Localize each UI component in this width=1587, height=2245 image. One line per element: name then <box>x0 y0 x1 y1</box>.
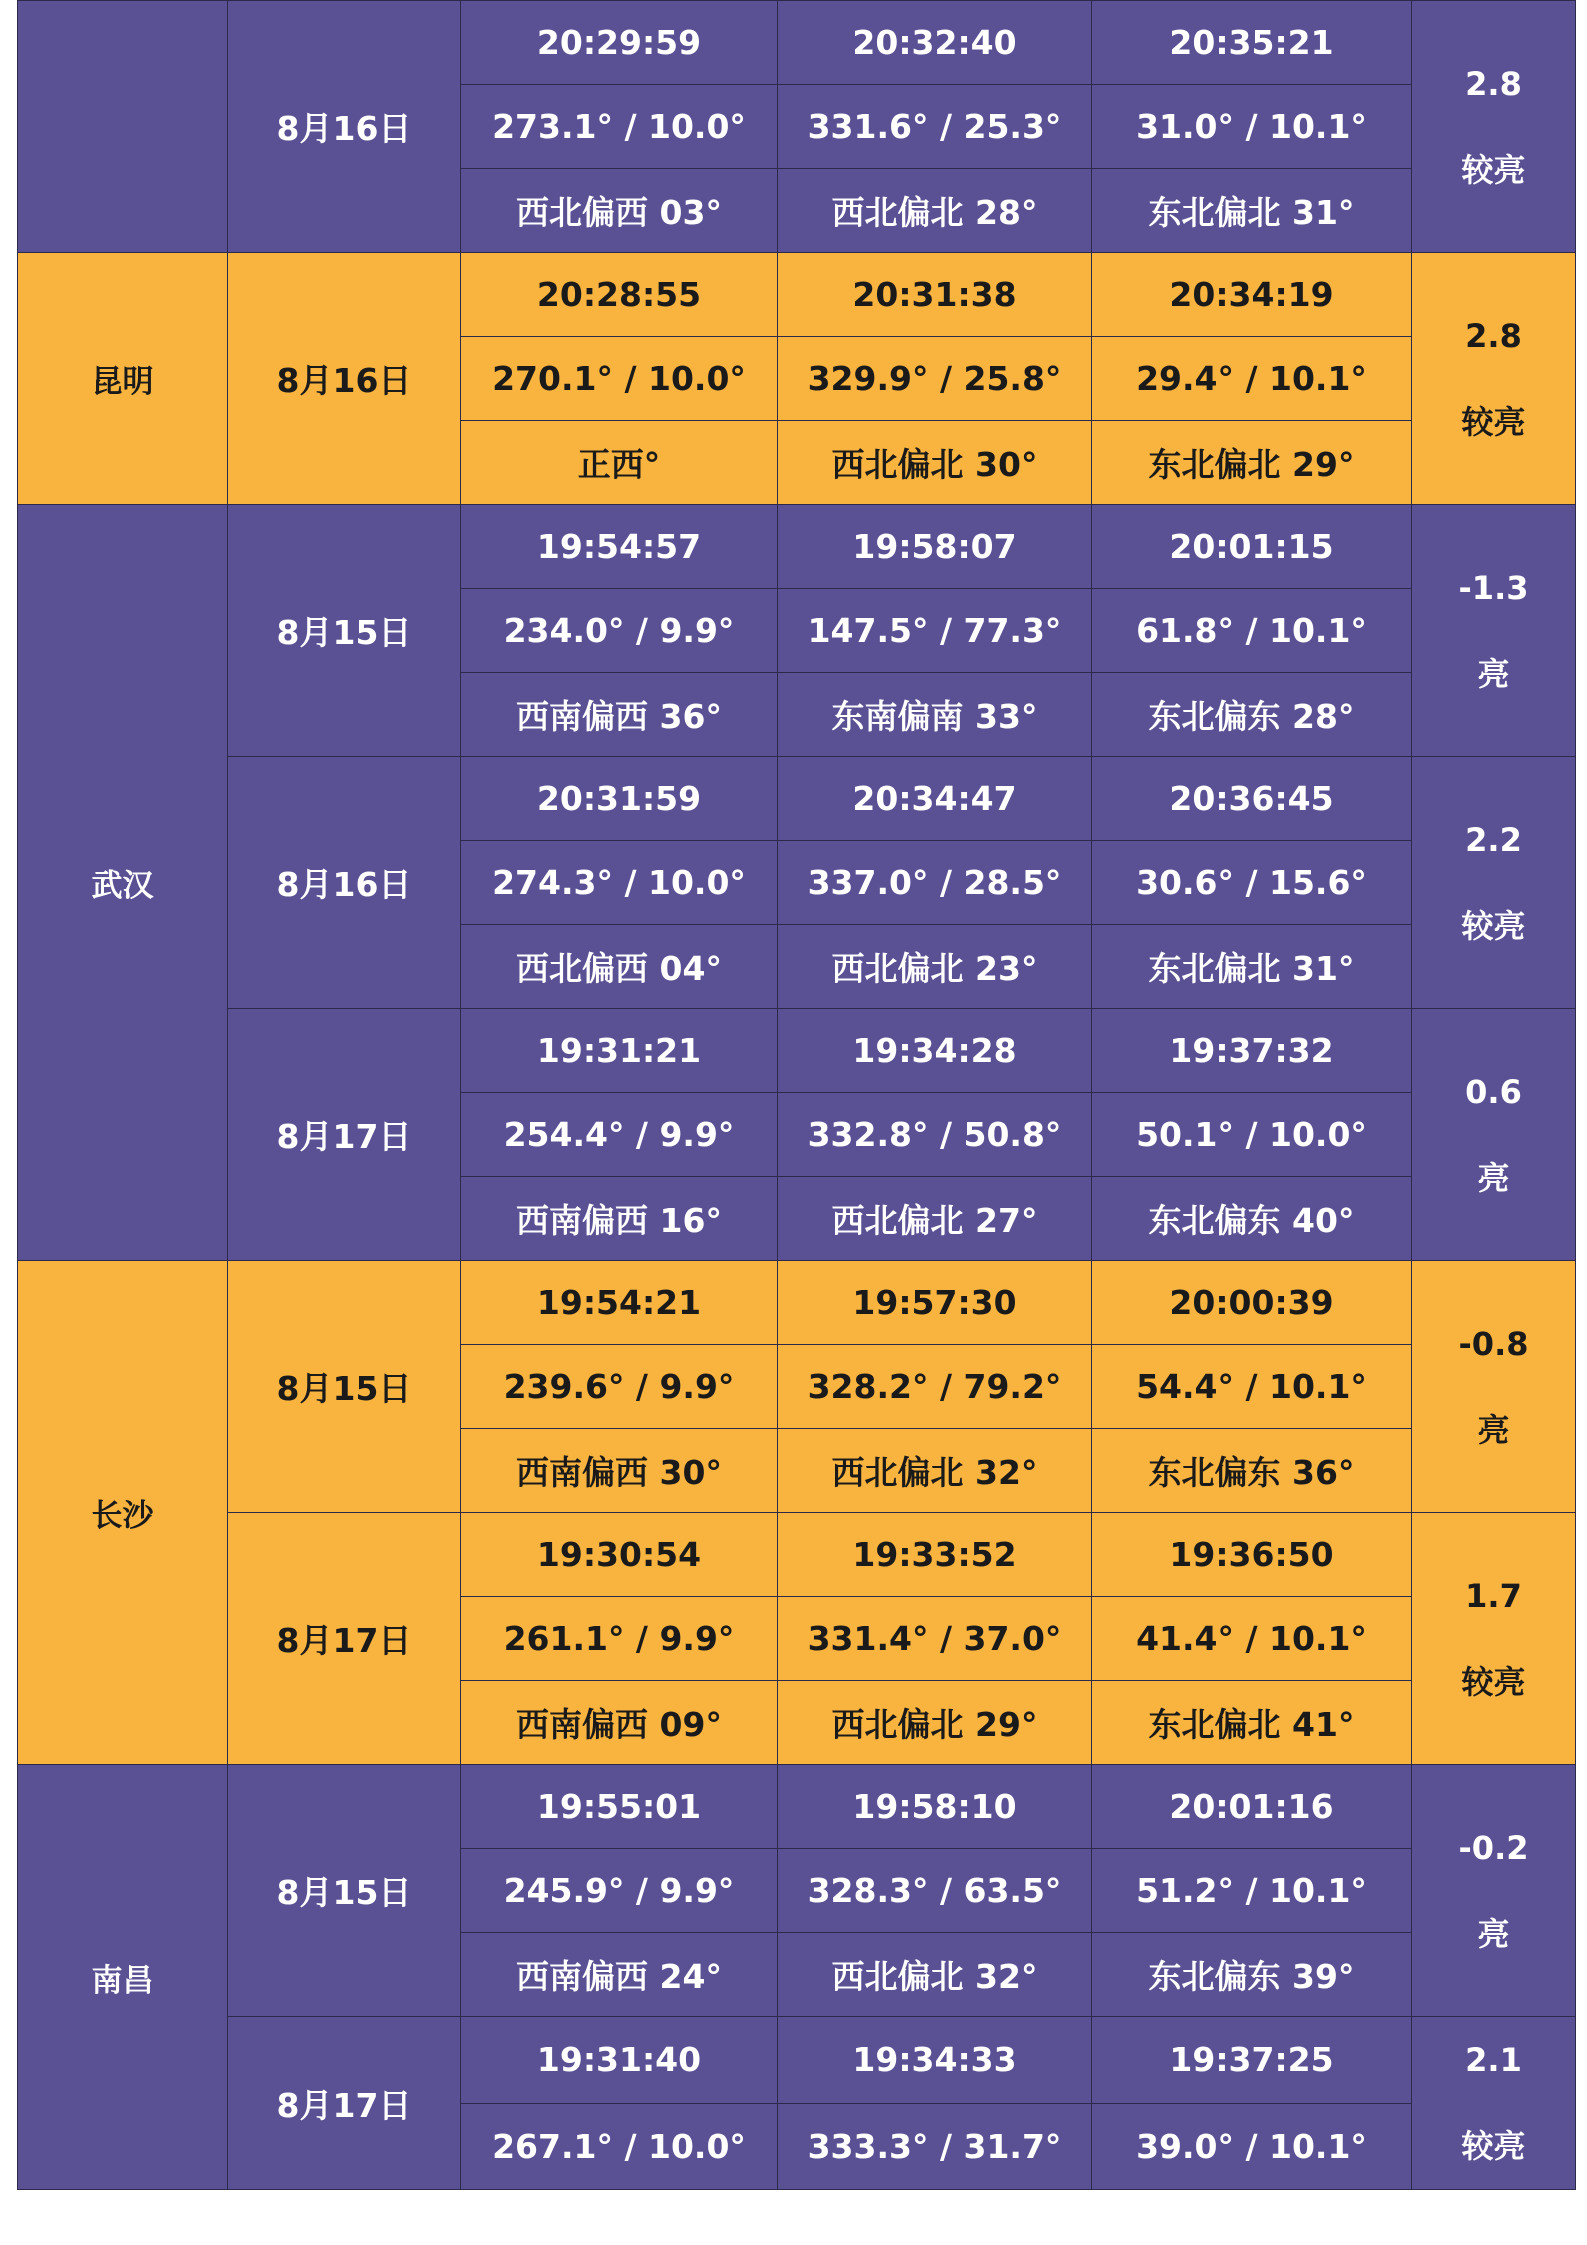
direction-cell: 西北偏北 30° <box>778 421 1092 505</box>
magnitude-cell <box>1412 1513 1576 1765</box>
direction-cell: 东北偏北 29° <box>1092 421 1412 505</box>
table-row <box>18 505 1576 589</box>
time-cell: 19:37:32 <box>1092 1009 1412 1093</box>
time-cell: 20:00:39 <box>1092 1261 1412 1345</box>
brightness-label: 较亮 <box>1461 402 1526 441</box>
magnitude-cell <box>1412 1009 1576 1261</box>
azimuth-altitude-cell: 331.4° / 37.0° <box>778 1597 1092 1681</box>
time-cell: 20:28:55 <box>461 253 778 337</box>
magnitude-value: -1.3 <box>1458 568 1529 607</box>
magnitude-value: 2.8 <box>1465 316 1522 355</box>
azimuth-altitude-cell: 328.3° / 63.5° <box>778 1849 1092 1933</box>
table-row <box>18 757 1576 841</box>
date-cell: 8月17日 <box>228 1009 461 1261</box>
time-cell: 19:33:52 <box>778 1513 1092 1597</box>
direction-cell: 西北偏北 23° <box>778 925 1092 1009</box>
date-cell: 8月15日 <box>228 505 461 757</box>
magnitude-value: 1.7 <box>1465 1576 1522 1615</box>
magnitude-value: 2.2 <box>1465 820 1522 859</box>
direction-cell: 东北偏东 36° <box>1092 1429 1412 1513</box>
magnitude-cell <box>1412 757 1576 1009</box>
time-cell: 20:34:47 <box>778 757 1092 841</box>
time-cell: 19:34:28 <box>778 1009 1092 1093</box>
azimuth-altitude-cell: 254.4° / 9.9° <box>461 1093 778 1177</box>
azimuth-altitude-cell: 61.8° / 10.1° <box>1092 589 1412 673</box>
azimuth-altitude-cell: 261.1° / 9.9° <box>461 1597 778 1681</box>
azimuth-altitude-cell: 274.3° / 10.0° <box>461 841 778 925</box>
brightness-label: 亮 <box>1477 1158 1510 1197</box>
direction-cell: 正西° <box>461 421 778 505</box>
time-cell: 19:54:57 <box>461 505 778 589</box>
direction-cell: 东北偏东 28° <box>1092 673 1412 757</box>
azimuth-altitude-cell: 51.2° / 10.1° <box>1092 1849 1412 1933</box>
time-cell: 20:29:59 <box>461 1 778 85</box>
brightness-label: 较亮 <box>1461 2127 1526 2165</box>
magnitude-cell <box>1412 2017 1576 2190</box>
azimuth-altitude-cell: 54.4° / 10.1° <box>1092 1345 1412 1429</box>
time-cell: 20:36:45 <box>1092 757 1412 841</box>
time-cell: 20:34:19 <box>1092 253 1412 337</box>
azimuth-altitude-cell: 31.0° / 10.1° <box>1092 85 1412 169</box>
time-cell: 20:31:59 <box>461 757 778 841</box>
brightness-label: 亮 <box>1477 1914 1510 1953</box>
table-row <box>18 1 1576 85</box>
magnitude-cell <box>1412 1 1576 253</box>
azimuth-altitude-cell: 29.4° / 10.1° <box>1092 337 1412 421</box>
magnitude-cell <box>1412 1261 1576 1513</box>
direction-cell: 东北偏东 39° <box>1092 1933 1412 2017</box>
azimuth-altitude-cell: 50.1° / 10.0° <box>1092 1093 1412 1177</box>
time-cell: 20:01:15 <box>1092 505 1412 589</box>
date-cell: 8月16日 <box>228 757 461 1009</box>
azimuth-altitude-cell: 39.0° / 10.1° <box>1092 2103 1412 2190</box>
time-cell: 19:30:54 <box>461 1513 778 1597</box>
city-cell <box>18 1 228 253</box>
table-row <box>18 253 1576 337</box>
azimuth-altitude-cell: 328.2° / 79.2° <box>778 1345 1092 1429</box>
brightness-label: 亮 <box>1477 1410 1510 1449</box>
time-cell: 20:01:16 <box>1092 1765 1412 1849</box>
direction-cell: 东北偏东 40° <box>1092 1177 1412 1261</box>
direction-cell: 西北偏西 03° <box>461 169 778 253</box>
table-row <box>18 1513 1576 1597</box>
direction-cell: 西南偏西 24° <box>461 1933 778 2017</box>
magnitude-value: 0.6 <box>1465 1072 1522 1111</box>
magnitude-cell <box>1412 1765 1576 2017</box>
direction-cell: 东北偏北 41° <box>1092 1681 1412 1765</box>
time-cell: 19:31:21 <box>461 1009 778 1093</box>
date-cell: 8月16日 <box>228 253 461 505</box>
brightness-label: 较亮 <box>1461 1662 1526 1701</box>
direction-cell: 西南偏西 36° <box>461 673 778 757</box>
city-cell: 南昌 <box>18 1765 228 2190</box>
direction-cell: 西北偏北 32° <box>778 1429 1092 1513</box>
time-cell: 19:34:33 <box>778 2017 1092 2104</box>
time-cell: 19:55:01 <box>461 1765 778 1849</box>
date-cell: 8月15日 <box>228 1261 461 1513</box>
table-row <box>18 1261 1576 1345</box>
magnitude-value: -0.8 <box>1458 1324 1529 1363</box>
brightness-label: 较亮 <box>1461 906 1526 945</box>
azimuth-altitude-cell: 331.6° / 25.3° <box>778 85 1092 169</box>
direction-cell: 西北偏北 27° <box>778 1177 1092 1261</box>
time-cell: 19:57:30 <box>778 1261 1092 1345</box>
table-row <box>18 1009 1576 1093</box>
azimuth-altitude-cell: 30.6° / 15.6° <box>1092 841 1412 925</box>
azimuth-altitude-cell: 41.4° / 10.1° <box>1092 1597 1412 1681</box>
brightness-label: 较亮 <box>1461 150 1526 189</box>
direction-cell: 西北偏北 29° <box>778 1681 1092 1765</box>
time-cell: 19:58:07 <box>778 505 1092 589</box>
city-cell: 武汉 <box>18 505 228 1261</box>
direction-cell: 西北偏西 04° <box>461 925 778 1009</box>
direction-cell: 西北偏北 28° <box>778 169 1092 253</box>
azimuth-altitude-cell: 245.9° / 9.9° <box>461 1849 778 1933</box>
azimuth-altitude-cell: 273.1° / 10.0° <box>461 85 778 169</box>
city-cell: 昆明 <box>18 253 228 505</box>
direction-cell: 东北偏北 31° <box>1092 169 1412 253</box>
time-cell: 19:37:25 <box>1092 2017 1412 2104</box>
date-cell: 8月15日 <box>228 1765 461 2017</box>
table-row <box>18 1765 1576 1849</box>
time-cell: 20:32:40 <box>778 1 1092 85</box>
azimuth-altitude-cell: 329.9° / 25.8° <box>778 337 1092 421</box>
magnitude-cell <box>1412 253 1576 505</box>
magnitude-value: -0.2 <box>1458 1828 1529 1867</box>
direction-cell: 西南偏西 30° <box>461 1429 778 1513</box>
pass-schedule-table <box>17 0 1576 2190</box>
time-cell: 19:31:40 <box>461 2017 778 2104</box>
direction-cell: 西南偏西 16° <box>461 1177 778 1261</box>
magnitude-cell <box>1412 505 1576 757</box>
azimuth-altitude-cell: 270.1° / 10.0° <box>461 337 778 421</box>
date-cell: 8月17日 <box>228 2017 461 2190</box>
time-cell: 19:58:10 <box>778 1765 1092 1849</box>
azimuth-altitude-cell: 333.3° / 31.7° <box>778 2103 1092 2190</box>
time-cell: 20:31:38 <box>778 253 1092 337</box>
azimuth-altitude-cell: 337.0° / 28.5° <box>778 841 1092 925</box>
time-cell: 19:54:21 <box>461 1261 778 1345</box>
direction-cell: 西北偏北 32° <box>778 1933 1092 2017</box>
azimuth-altitude-cell: 239.6° / 9.9° <box>461 1345 778 1429</box>
direction-cell: 东南偏南 33° <box>778 673 1092 757</box>
date-cell: 8月16日 <box>228 1 461 253</box>
date-cell: 8月17日 <box>228 1513 461 1765</box>
time-cell: 20:35:21 <box>1092 1 1412 85</box>
time-cell: 19:36:50 <box>1092 1513 1412 1597</box>
magnitude-value: 2.8 <box>1465 64 1522 103</box>
azimuth-altitude-cell: 147.5° / 77.3° <box>778 589 1092 673</box>
direction-cell: 西南偏西 09° <box>461 1681 778 1765</box>
brightness-label: 亮 <box>1477 654 1510 693</box>
magnitude-value: 2.1 <box>1465 2041 1522 2079</box>
direction-cell: 东北偏北 31° <box>1092 925 1412 1009</box>
azimuth-altitude-cell: 332.8° / 50.8° <box>778 1093 1092 1177</box>
city-cell: 长沙 <box>18 1261 228 1765</box>
table-row <box>18 2017 1576 2104</box>
azimuth-altitude-cell: 234.0° / 9.9° <box>461 589 778 673</box>
azimuth-altitude-cell: 267.1° / 10.0° <box>461 2103 778 2190</box>
